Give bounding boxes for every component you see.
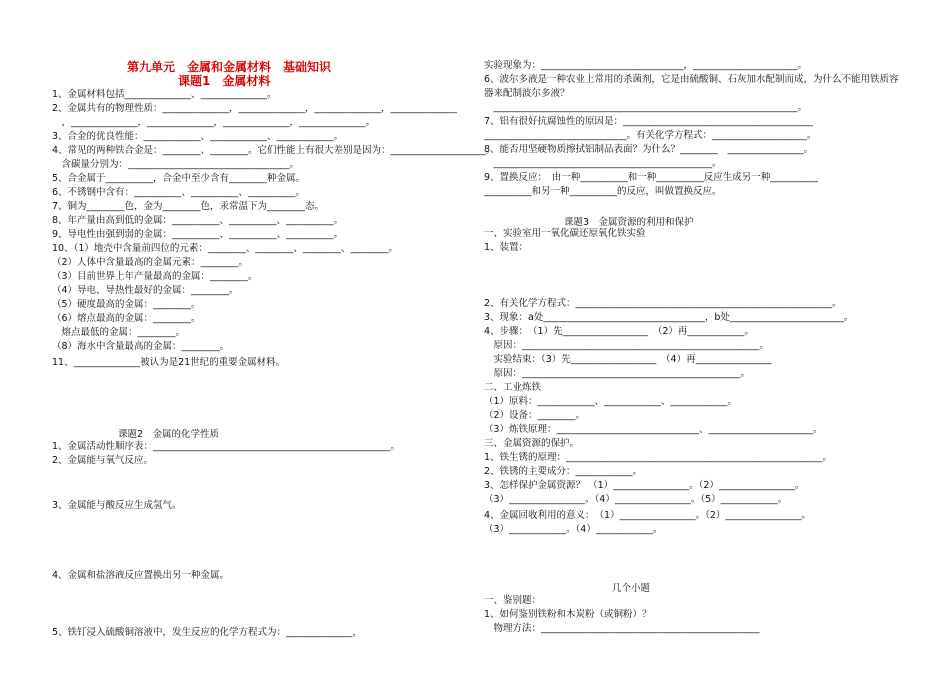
lesson3-title: 课题3 金属资源的利用和保护 [564,217,694,228]
right-line: （1）原料：____________、____________、____________。 [484,396,738,407]
right-line: 器来配制波尔多液？ [484,88,570,99]
left-line: 4、金属和盐溶液反应置换出另一种金属。 [52,570,230,581]
right-line: 原因：______________________________________________。 [484,368,751,379]
right-line: （3）________________。（4）________________。（5）____________。 [484,494,788,505]
right-line: （3）炼铁原理：______________________________、______________________。 [484,424,823,435]
left-line: 4、常见的两种铁合金是：________、________。它们性能上有很大差别是因为：____________________。 [52,145,496,156]
left-line: 9、导电性由强到弱的金属：__________、__________、__________。 [52,229,344,240]
left-line: 5、铁钉浸入硫酸铜溶液中，发生反应的化学方程式为：______________， [52,627,363,638]
right-line: 2、有关化学方程式：______________________________________________________。 [484,298,842,309]
left-line: ，______________，______________，______________，______________。 [52,117,376,128]
right-line: 一、鉴别题： [484,595,542,606]
right-line: （2）设备：________。 [484,410,586,421]
right-line: 实验结束：（3）先__________________ （4）再________________ [484,354,772,365]
right-line: 7、铝有很好抗腐蚀性的原因是：________________________________________ [484,116,814,127]
left-line: 2、金属能与氧气反应。 [52,455,154,466]
small-questions-title: 几个小题 [612,583,651,594]
unit-title: 第九单元 金属和金属材料 基础知识 [127,60,332,74]
right-line: 实验现象为：______________________________，______________________。 [484,60,808,71]
left-line: 3、合金的优良性能：____________、____________、____________。 [52,131,344,142]
right-line: 3、现象：a处__________________________________，b处________________________。 [484,312,854,323]
right-line: （3）____________。（4）____________。 [484,524,663,535]
right-line: 原因：__________________________________________________。 [484,340,770,351]
right-line: 1、铁生锈的原理：______________________________________________________。 [484,452,833,463]
left-line: （2）人体中含量最高的金属元素：________。 [52,257,249,268]
left-line: 8、年产量由高到低的金属：__________、__________、__________。 [52,215,344,226]
left-line: 7、铜为________色，金为________色，汞常温下为________态。 [52,201,325,212]
right-line: __________和另一种__________的反应，叫做置换反应。 [484,186,722,197]
right-line: 8、能否用坚硬物质擦拭铝制品表面？为什么？________ ________________。 [484,144,814,155]
right-line: 3、怎样保护金属资源？ （1）________________。（2）________________。 [484,480,805,491]
left-line: 3、金属能与酸反应生成氢气。 [52,500,182,511]
left-line: 1、金属材料包括______________、______________。 [52,89,277,100]
left-line: （5）硬度最高的金属：________。 [52,299,201,310]
left-line: 10、（1）地壳中含量前四位的元素：________、________、________、________。 [52,243,398,254]
right-line: 2、铁锈的主要成分：____________。 [484,466,643,477]
right-line: ______________________________________________。 [484,158,722,169]
left-line: （4）导电、导热性最好的金属：________。 [52,285,239,296]
left-line: （3）目前世界上年产量最高的金属：________。 [52,271,258,282]
right-line: 1、装置： [484,242,529,253]
left-line: 熔点最低的金属：________。 [52,327,186,338]
right-line: 6、波尔多液是一种农业上常用的杀菌剂，它是由硫酸铜、石灰加水配制而成，为什么不能用铁质容 [484,74,899,85]
right-line: ______________________________。有关化学方程式：____________________。 [484,130,817,141]
left-line: 1、金属活动性顺序表：__________________________________________________。 [52,441,401,452]
left-line: 6、不锈钢中含有：__________、__________、__________。 [52,187,306,198]
right-line: 9、置换反应： 由一种__________和一种__________反应生成另一种__________ [484,172,818,183]
left-line: 含碳量分别为：__________________________________。 [52,159,300,170]
right-line: 三、金属资源的保护。 [484,438,580,449]
right-line: 1、如何鉴别铁粉和木炭粉（或铜粉）？ [484,609,652,620]
lesson1-title: 课题1 金属材料 [178,74,271,88]
right-line: 一、实验室用一氧化碳还原氧化铁实验 [484,228,646,239]
left-line: （6）熔点最高的金属：________。 [52,313,201,324]
right-line: 物理方法：______________________________________________ [484,623,760,634]
right-line: 4、步骤： （1）先__________________ （2）再____________。 [484,326,754,337]
left-line: （8）海水中含量最高的金属：________。 [52,341,230,352]
left-line: 5、合金属于__________，合金中至少含有________种金属。 [52,173,306,184]
left-line: 2、金属共有的物理性质：______________，______________，______________，______________ [52,103,458,114]
right-line: ________________________________________________________________。 [484,102,808,113]
right-line: 4、金属回收利用的意义： （1）________________。（2）________________。 [484,510,811,521]
right-line: 二、工业炼铁 [484,382,542,393]
lesson2-title: 课题2 金属的化学性质 [118,429,220,440]
left-line: 11、______________被认为是21世纪的重要金属材料。 [52,357,286,368]
